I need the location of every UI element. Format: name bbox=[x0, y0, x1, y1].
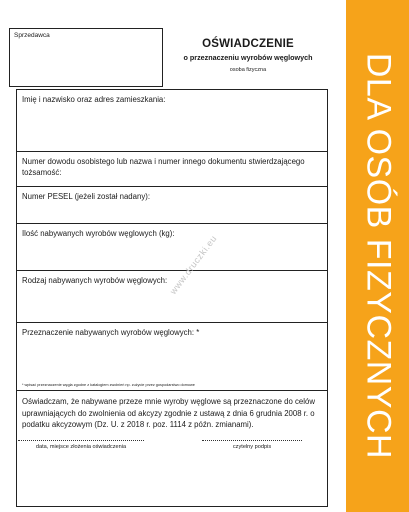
signature-caption: data, miejsce złożenia oświadczenia bbox=[35, 444, 127, 450]
form-subtitle: o przeznaczeniu wyrobów węglowych bbox=[183, 53, 313, 62]
field-pesel[interactable] bbox=[17, 187, 327, 224]
field-label: Numer dowodu osobistego lub nazwa i numer innego dokumentu stwierdzającego tożsamość: bbox=[22, 157, 305, 177]
field-label: Przeznaczenie nabywanych wyrobów węglowych: * bbox=[22, 328, 200, 337]
field-label: Rodzaj nabywanych wyrobów węglowych: bbox=[22, 276, 168, 285]
seller-box[interactable] bbox=[9, 28, 163, 87]
signature-legible[interactable] bbox=[202, 440, 302, 450]
field-name-address[interactable] bbox=[17, 90, 327, 152]
field-label: Ilość nabywanych wyrobów węglowych (kg): bbox=[22, 229, 175, 238]
field-quantity[interactable] bbox=[17, 224, 327, 271]
signature-caption: czytelny podpis bbox=[232, 444, 272, 450]
field-id-document[interactable] bbox=[17, 152, 327, 187]
form-title: OŚWIADCZENIE bbox=[202, 38, 294, 50]
field-purpose[interactable] bbox=[17, 323, 327, 391]
sidebar-label: DLA OSÓB FIZYCZNYCH bbox=[359, 52, 397, 460]
footnote: * wpisać przeznaczenie węgla zgodne z katalogiem zwolnień np. zużycie przez gospodarstwo domowe bbox=[22, 383, 195, 387]
field-label: Imię i nazwisko oraz adres zamieszkania: bbox=[22, 95, 166, 104]
seller-label: Sprzedawca bbox=[14, 32, 50, 39]
dotted-line bbox=[202, 440, 302, 441]
category-sidebar bbox=[346, 0, 409, 512]
watermark: www.druczki.eu bbox=[168, 233, 219, 297]
declaration-text: Oświadczam, że nabywane przeze mnie wyroby węglowe są przeznaczone do celów uprawniających do zwolnienia od akcyzy zgodnie z ustawą z dnia 6 grudnia 2008 r. o podatku akcyzowym (Dz. U. z 2018 r. poz. 1114 z późn. zmianami). bbox=[22, 397, 315, 429]
title-block bbox=[168, 38, 328, 73]
form-subtitle-person: osoba fizyczna bbox=[229, 67, 267, 73]
dotted-line bbox=[18, 440, 144, 441]
field-label: Numer PESEL (jeżeli został nadany): bbox=[22, 192, 150, 201]
signature-date-place[interactable] bbox=[18, 440, 144, 450]
field-type[interactable] bbox=[17, 271, 327, 323]
